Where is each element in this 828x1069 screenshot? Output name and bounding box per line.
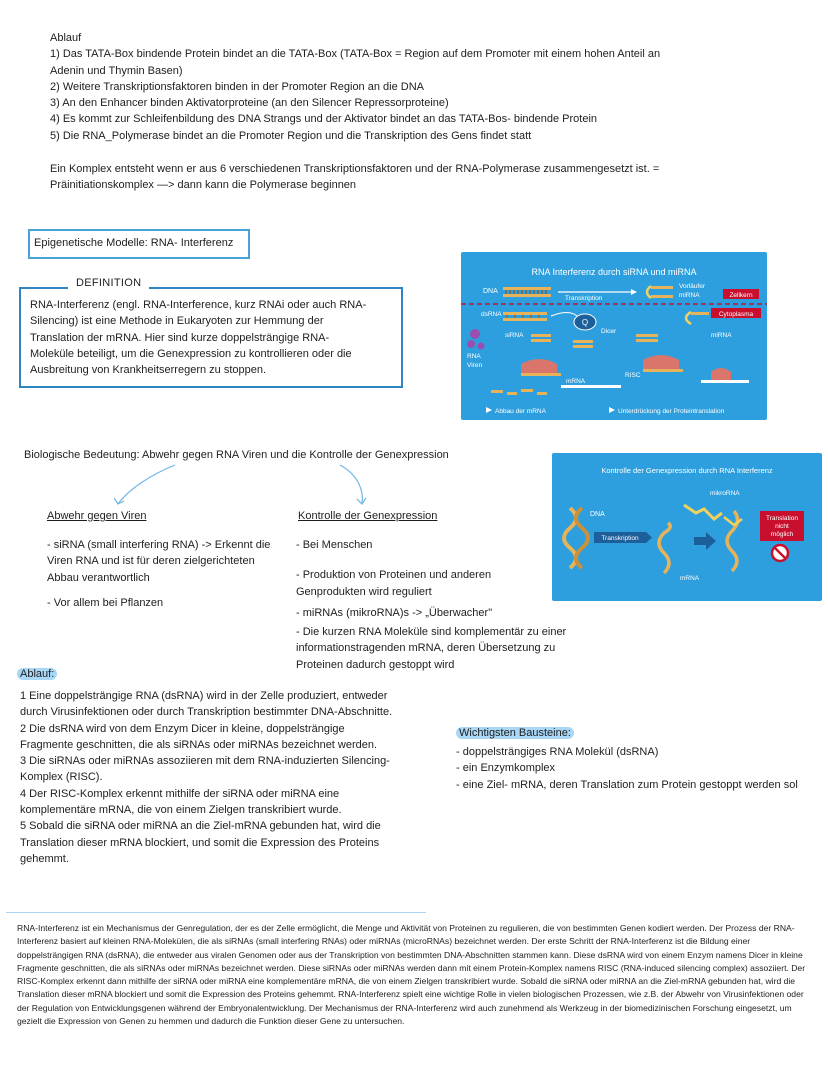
summary-paragraph: RNA-Interferenz ist ein Mechanismus der Genregulation, der es der Zelle ermöglicht, die Menge und Aktivität von Proteinen zu regulieren, die von bestimmten Genen kodiert werden. Der Prozess der RNA-Interferenz basiert auf kleinen RNA-Molekülen, die als siRNAs (small interfering RNAs) oder miRNAs (microRNAs) bezeichnet werden. Der erste Schritt der RNA-Interferenz ist die Bildung einer doppelsträngigen RNA (dsRNA), die entweder aus viralen Genomen oder aus der Transkription von bestimmten DNA-Abschnitten stammen kann. Diese dsRNA wird von einem Enzym namens Dicer in kleine Fragmente geschnitten, die als siRNAs oder miRNAs bezeichnet werden. Diese siRNAs oder miRNAs werden dann mit einem Protein-Komplex namens RISC (RNA-induced silencing complex) assoziiert. Der RISC-Komplex erkennt dann mithilfe der siRNA oder miRNA eine komplementäre mRNA, die von einem Zielgen transkribiert wurde. Sobald die siRNA oder miRNA an die Ziel-mRNA gebunden hat, wird die Translation dieser mRNA blockiert und somit die Expression des Proteins gehemmt. RNA-Interferenz spielt eine wichtige Rolle in vielen biologischen Prozessen, wie z.B. der Abwehr von Virusinfektionen oder der Regulation von Entwicklungsgenen während der Embryonalentwicklung. Der Mechanismus der RNA-Interferenz wird auch zunehmend als Werkzeug in der biomedizinischen Forschung eingesetzt, um gezielt die Expression von Genen zu hemmen und dadurch die Funktion dieser Gene zu untersuchen. [17,923,806,1027]
fig1-arrowhead [631,289,637,295]
baustein-item: - doppelsträngiges RNA Molekül (dsRNA) [456,746,659,758]
ablauf-heading [17,666,57,682]
definition-legend: DEFINITION [68,276,149,290]
bausteine-heading-text: Wichtigsten Bausteine: [456,727,574,739]
mrna-strand-icon [561,385,621,388]
komplex-line-2: Präinitiationskomplex —> dann kann die Polymerase beginnen [50,179,357,192]
fig2-mrna-label: mRNA [680,575,700,582]
kontrolle-list [296,537,596,673]
intro-step-2: 2) Weitere Transkriptionsfaktoren binden in der Promoter Region an die DNA [50,80,424,93]
intro-step-1a: 1) Das TATA-Box bindende Protein bindet an die TATA-Box (TATA-Box = Region auf dem Promoter mit einem hohen Anteil an [50,48,661,61]
fig1-abbau-label: Abbau der mRNA [495,408,546,415]
fig2-translation-label-2: nicht [775,523,789,530]
bedeutung-title: Biologische Bedeutung: Abwehr gegen RNA Viren und die Kontrolle der Genexpression [24,449,449,461]
ablauf-step: 2 Die dsRNA wird von dem Enzym Dicer in kleine, doppelsträngige Fragmente geschnitten, die als siRNAs oder miRNAs bezeichnet werden. [20,722,378,751]
abwehr-point: - Vor allem bei Pflanzen [47,596,164,609]
mikrorna-icon [684,505,722,519]
kontrolle-point: - Produktion von Proteinen und anderen Genprodukten wird reguliert [296,569,492,598]
fig2-mikrorna-label: mikroRNA [710,490,740,497]
kontrolle-heading: Kontrolle der Genexpression [298,510,438,522]
mrna-strand-icon [659,523,670,573]
fig1-transkription-label: Transkription [565,295,603,302]
komplex-line-1: Ein Komplex entsteht wenn er aus 6 verschiedenen Transkriptionsfaktoren und der RNA-Polymerase zusammengesetzt ist. = [50,163,660,175]
intro-section [50,30,770,144]
virus-icon [467,329,485,350]
fig1-sirna-label: siRNA [505,332,524,339]
fig2-translation-label-3: möglich [770,531,794,538]
ablauf-heading-text: Ablauf: [17,668,57,680]
definition-line: Translation der mRNA. Hier sind kurze doppelsträngige RNA- [30,331,330,344]
fig2-dna-label: DNA [590,511,605,518]
intro-step-5: 5) Die RNA_Polymerase bindet an die Promoter Region und die Transkription des Gens findet statt [50,129,532,142]
intro-step-1b: Adenin und Thymin Basen) [50,64,183,77]
rna-interferenz-diagram-svg [461,252,767,420]
abwehr-point: - siRNA (small interfering RNA) -> Erkennt die Viren RNA und ist für deren zielgerichteten Abbau verantwortlich [47,539,271,584]
kontrolle-point: - Bei Menschen [296,539,373,551]
fig1-dna-label: DNA [483,288,498,295]
fig1-vorlaeufer-mirna-label: miRNA [679,292,700,299]
risc-bound-icon [711,368,731,380]
risc-complex-right-icon [643,355,683,372]
bausteine-heading [456,725,574,741]
fig1-cytoplasma-label: Cytoplasma [718,311,754,318]
bausteine-list [456,744,828,793]
intro-step-4: 4) Es kommt zur Schleifenbildung des DNA Strangs und der Aktivator bindet an das TATA-Bos- bindende Protein [50,113,598,126]
dna-helix-icon [503,287,551,297]
branch-arrowhead-right [357,498,366,504]
prohibited-icon [772,545,788,561]
fig2-transkription-arrowhead [646,532,652,543]
definition-line: Silencing) ist eine Methode in Eukaryoten zur Hemmung der [30,315,324,328]
baustein-item: - ein Enzymkomplex [456,762,556,775]
ablauf-step: 4 Der RISC-Komplex erkennt mithilfe der siRNA oder miRNA eine komplementäre mRNA, die von einem Zielgen transkribiert wurde. [20,787,342,817]
intro-step-3: 3) An den Enhancer binden Aktivatorproteine (an den Silencer Repressorproteine) [50,97,449,110]
fig1-unterdrueckung-label: Unterdrückung der Proteintranslation [618,408,725,415]
dna-double-helix-icon [564,508,588,568]
mirna-strand [691,312,709,315]
mirna-hairpin-icon [686,312,691,324]
branch-arrow-left [118,465,175,504]
baustein-item: - eine Ziel- mRNA, deren Translation zum Protein gestoppt werden sol [456,778,798,791]
kontrolle-point: - Die kurzen RNA Moleküle sind komplementär zu einer informationstragenden mRNA, deren Übersetzung zu Proteinen dadurch gestoppt wird [296,626,567,671]
epigenetik-title: Epigenetische Modelle: RNA- Interferenz [34,237,234,249]
fig1-rna-viren-label-2: Viren [467,362,483,369]
genexpression-diagram-svg [552,453,822,601]
kontrolle-point: - miRNAs (mikroRNA)s -> „Überwacher" [296,606,493,619]
ablauf-step: 3 Die siRNAs oder miRNAs assoziieren mit dem RNA-induzierten Silencing-Komplex (RISC). [20,755,390,784]
sirna-fragments-icon [531,334,658,348]
intro-heading: Ablauf [50,32,82,44]
fig1-rna-viren-label-1: RNA [467,353,481,360]
fig2-title: Kontrolle der Genexpression durch RNA Interferenz [601,466,773,475]
abwehr-list [47,537,287,611]
ablauf-step: 5 Sobald die siRNA oder miRNA an die Ziel-mRNA gebunden hat, wird die Translation dieser mRNA blockiert, und somit die Expression des Proteins gehemmt. [20,820,381,865]
section-divider [6,912,426,913]
fig1-vorlaeufer-label: Vorläufer [679,283,706,290]
fig1-risc-label: RISC [625,372,641,379]
fig2-process-arrow [694,532,716,550]
mrna-degraded-icon [491,389,547,395]
ablauf-step: 1 Eine doppelsträngige RNA (dsRNA) wird in der Zelle produziert, entweder durch Virusinfektionen oder durch Transkription bestimmter DNA-Abschnitte. [20,690,393,719]
fig1-dicer-label: Dicer [601,328,617,335]
fig2-translation-label-1: Translation [766,515,798,522]
fig1-dsrna-label: dsRNA [481,311,502,318]
fig1-bullet-arrow-icon [486,407,492,413]
definition-line: Moleküle beteiligt, um die Genexpression zu kontrollieren oder die [30,347,352,360]
fig1-title: RNA Interferenz durch siRNA und miRNA [531,267,697,277]
genexpression-diagram [552,453,822,601]
hairpin-strand [651,286,673,289]
fig1-mrna-label: mRNA [566,378,586,385]
hairpin-rna-icon [647,286,651,298]
definition-line: Ausbreitung von Krankheitserregern zu stoppen. [30,364,267,377]
epigenetik-title-box [28,229,250,259]
rna-interferenz-diagram [461,252,767,420]
mrna-blocked-strand [701,380,749,383]
definition-line: RNA-Interferenz (engl. RNA-Interference, kurz RNAi oder auch RNA- [30,299,367,311]
branch-arrow-right [340,465,362,504]
dicer-symbol: Q [581,318,589,327]
fig1-bullet-arrow-icon [609,407,615,413]
fig1-zellkern-label: Zellkern [729,292,753,299]
abwehr-heading: Abwehr gegen Viren [47,510,147,522]
risc-complex-left-icon [521,359,561,376]
definition-text [30,297,396,378]
ablauf-steps [20,688,400,867]
hairpin-strand [651,295,673,298]
fig1-mirna-label: miRNA [711,332,732,339]
dsrna-icon [503,312,547,321]
fig2-transkription-label: Transkription [601,535,639,542]
mikrorna-bound-icon [724,517,742,525]
fig1-curve-arrow [551,312,579,318]
komplex-note [50,161,770,194]
